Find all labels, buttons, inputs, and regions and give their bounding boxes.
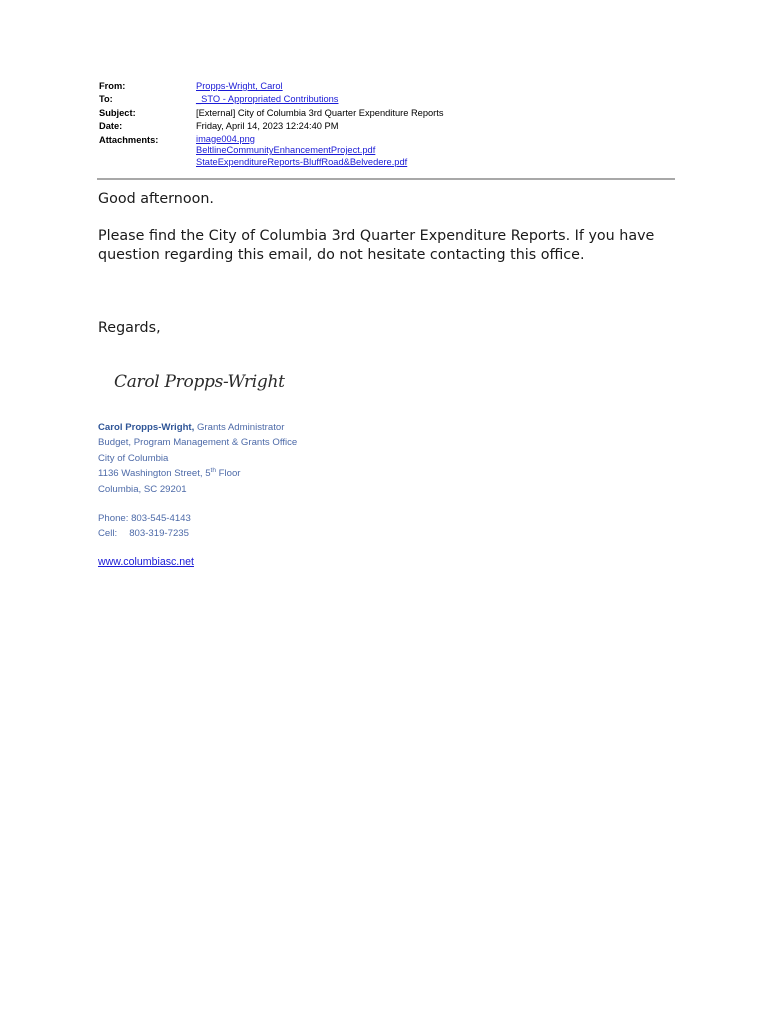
attachment-link[interactable]: BeltlineCommunityEnhancementProject.pdf: [196, 145, 376, 156]
to-row: [99, 93, 679, 106]
from-row: [99, 80, 679, 93]
date-value: Friday, April 14, 2023 12:24:40 PM: [196, 121, 339, 132]
cell-number: 803-319-7235: [129, 528, 189, 540]
phone-label: Phone:: [98, 512, 132, 524]
closing-text: Regards,: [98, 320, 161, 336]
email-header: [99, 80, 679, 168]
from-label: From:: [99, 81, 126, 91]
phone-number: 803-545-4143: [131, 512, 191, 524]
signature-phone: [98, 511, 297, 526]
attachment-link[interactable]: StateExpenditureReports-BluffRoad&Belvedere.pdf: [196, 156, 408, 167]
from-link[interactable]: Propps-Wright, Carol: [196, 81, 283, 91]
subject-label: Subject:: [99, 107, 136, 118]
signature-street: [98, 466, 297, 481]
date-label: Date:: [99, 121, 123, 132]
attachments-label: Attachments:: [99, 134, 159, 145]
to-link[interactable]: _STO - Appropriated Contributions: [196, 94, 339, 105]
subject-value: [External] City of Columbia 3rd Quarter Expenditure Reports: [196, 107, 444, 118]
date-row: [99, 120, 679, 133]
street-suffix: Floor: [215, 468, 241, 480]
attachments-list: [196, 134, 679, 169]
signature-block: [98, 420, 297, 542]
handwritten-signature: Carol Propps-Wright: [114, 372, 285, 392]
greeting-text: Good afternoon.: [98, 191, 214, 207]
subject-row: [99, 107, 679, 120]
website-link[interactable]: www.columbiasc.net: [98, 556, 194, 568]
street-prefix: 1136 Washington Street, 5: [98, 468, 211, 480]
to-label: To:: [99, 94, 113, 105]
signature-department: Budget, Program Management & Grants Office: [98, 437, 298, 449]
attachments-row: [99, 134, 679, 169]
attachment-link[interactable]: image004.png: [196, 133, 255, 144]
signature-name-line: [98, 420, 297, 435]
signature-organization: City of Columbia: [98, 452, 169, 464]
street-sup: th: [210, 466, 216, 474]
cell-label: Cell:: [98, 528, 118, 540]
header-divider: [97, 178, 675, 180]
signature-cell: [98, 526, 297, 541]
message-paragraph: Please find the City of Columbia 3rd Quarter Expenditure Reports. If you have question regarding this email, do not hesitate contacting this office.: [98, 228, 655, 263]
signature-city: Columbia, SC 29201: [98, 483, 187, 495]
signature-title: Grants Administrator: [194, 422, 285, 433]
signature-name: Carol Propps-Wright,: [98, 422, 195, 433]
